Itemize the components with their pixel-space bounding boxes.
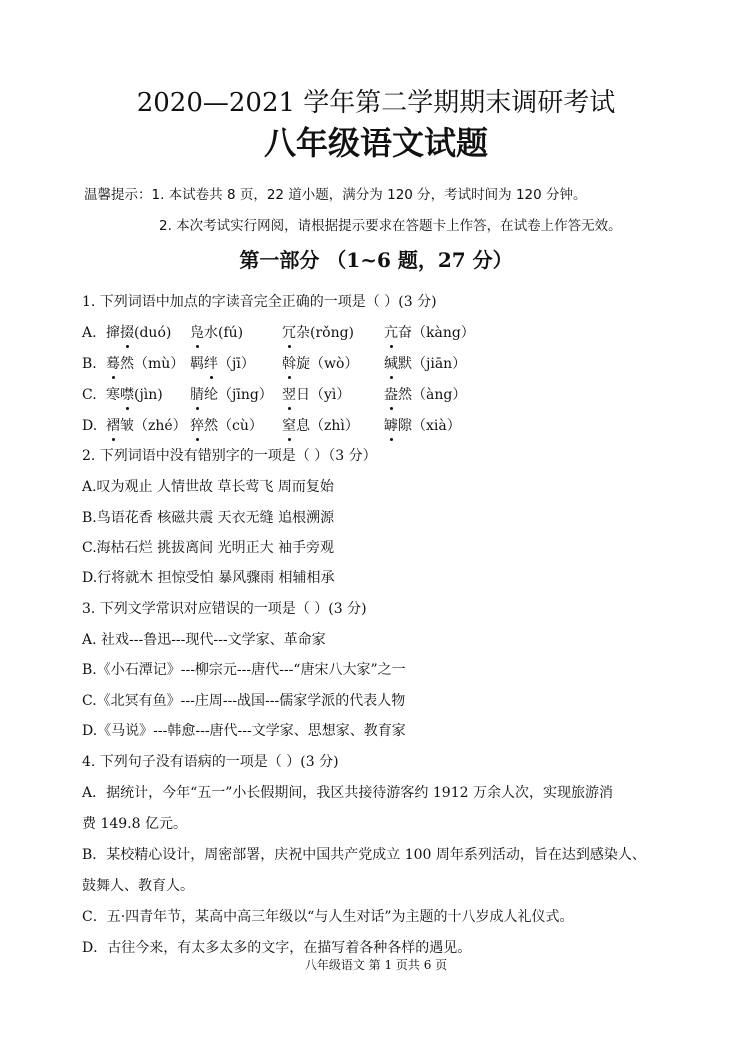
q1-a-word2: 凫水(fú) (190, 325, 244, 341)
q3-option-b: B.《小石潭记》---柳宗元---唐代---“唐宋八大家”之一 (82, 662, 406, 678)
page-footer: 八年级语文 第 1 页共 6 页 (304, 958, 448, 972)
q1-b-word4: 缄默（jiān） (384, 356, 467, 372)
q1-d-word1: 褶皱（zhé） (106, 418, 187, 434)
q4-option-d: D．古往今来，有太多太多的文字，在描写着各种各样的遇见。 (82, 940, 472, 956)
q1-d-word3: 窒息（zhì） (282, 418, 359, 434)
q1-stem: 1. 下列词语中加点的字读音完全正确的一项是（ ）(3 分) (82, 294, 437, 310)
q2-stem: 2. 下列词语中没有错别字的一项是（ ）（3 分） (82, 448, 377, 464)
q3-option-d: D.《马说》---韩愈---唐代---文学家、思想家、教育家 (82, 723, 406, 739)
q1-b-word3: 斡旋（wò） (282, 356, 359, 372)
q1-c-word3: 翌日（yì） (282, 387, 351, 403)
q1-c-word2: 腈纶（jīng） (190, 387, 273, 403)
q1-c-word1: 寒噤(jìn) (106, 387, 163, 403)
q4-option-b-line1: B．某校精心设计，周密部署，庆祝中国共产党成立 100 周年系列活动，旨在达到感染人、 (82, 847, 646, 863)
q2-option-b: B.鸟语花香 核磁共震 天衣无缝 追根溯源 (82, 510, 335, 526)
q2-option-c: C.海枯石烂 挑拔离间 光明正大 袖手旁观 (82, 540, 335, 556)
q1-c-label: C. (82, 387, 97, 403)
q1-b-word2: 羁绊（jī） (190, 356, 255, 372)
q4-option-b-line2: 鼓舞人、教育人。 (82, 878, 194, 894)
q4-option-c: C．五·四青年节，某高中高三年级以“与人生对话”为主题的十八岁成人礼仪式。 (82, 909, 574, 925)
q1-d-word2: 猝然（cù） (190, 418, 263, 434)
q4-stem: 4. 下列句子没有语病的一项是（ ）(3 分) (82, 754, 339, 770)
q3-stem: 3. 下列文学常识对应错误的一项是（ ）(3 分) (82, 601, 367, 617)
notice-line2: 2. 本次考试实行网阅，请根据提示要求在答题卡上作答，在试卷上作答无效。 (159, 218, 622, 234)
q1-c-word4: 盎然（àng） (384, 387, 467, 403)
q1-a-label: A. (82, 325, 97, 341)
q1-a-word3: 冗杂(rǒng) (282, 325, 355, 341)
q2-option-d: D.行将就木 担惊受怕 暴风骤雨 相辅相承 (82, 570, 335, 586)
exam-title-line2: 八年级语文试题 (263, 124, 488, 162)
q1-b-word1: 蓦然（mù） (106, 356, 185, 372)
q4-option-a-line2: 费 149.8 亿元。 (82, 816, 187, 832)
q3-option-c: C.《北冥有鱼》---庄周---战国---儒家学派的代表人物 (82, 693, 406, 709)
section-title: 第一部分 （1~6 题，27 分） (239, 248, 513, 272)
q3-option-a: A. 社戏---鲁迅---现代---文学家、革命家 (82, 632, 326, 648)
q4-option-a-line1: A．据统计，今年“五一”小长假期间，我区共接待游客约 1912 万余人次，实现旅游消 (82, 785, 613, 801)
q1-d-label: D. (82, 418, 98, 434)
q1-a-word1: 撺掇(duó) (106, 325, 172, 341)
q1-d-word4: 罅隙（xià） (384, 418, 461, 434)
notice-line1: 温馨提示：1. 本试卷共 8 页，22 道小题，满分为 120 分，考试时间为 120 分钟。 (84, 187, 587, 203)
q1-b-label: B. (82, 356, 97, 372)
q2-option-a: A.叹为观止 人情世故 草长莺飞 周而复始 (82, 479, 334, 495)
q1-a-word4: 亢奋（kàng） (384, 325, 475, 341)
exam-title-line1: 2020—2021 学年第二学期期末调研考试 (136, 88, 616, 118)
